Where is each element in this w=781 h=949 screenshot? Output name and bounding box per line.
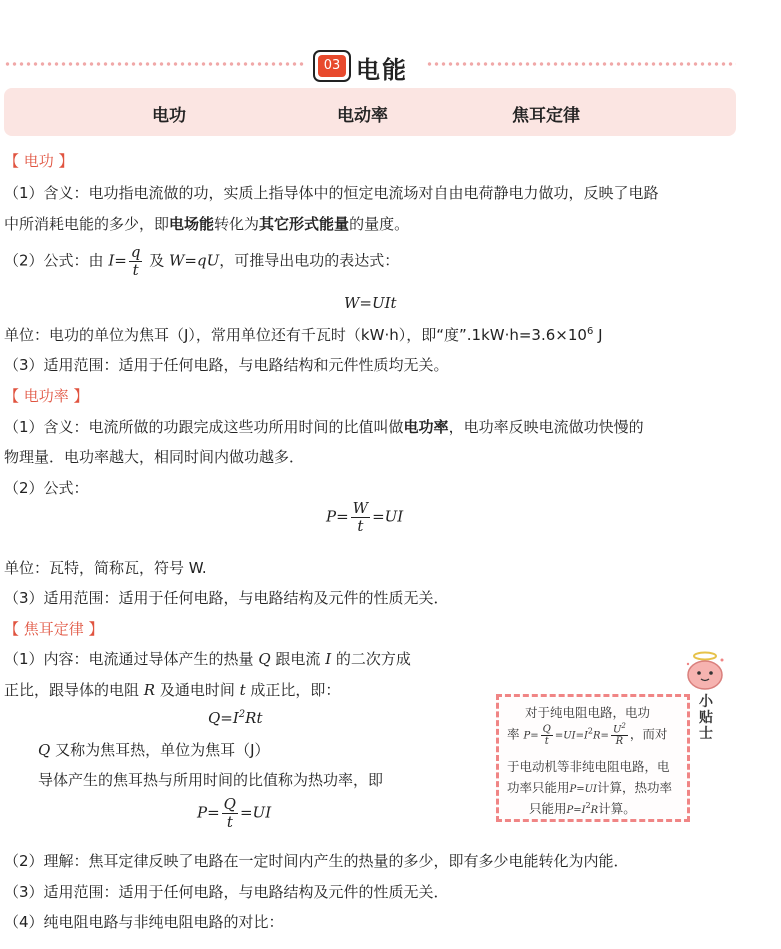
tab-joule-law[interactable]: 焦耳定律 xyxy=(512,106,580,126)
heading-electric-work: 【 电功 】 xyxy=(4,152,74,170)
s1-formula-w: W=UIt xyxy=(344,294,397,312)
s1-unit: 单位：电功的单位为焦耳（J），常用单位还有千瓦时（kW·h），即“度$”.1kW\cdot h=3.6\times 10^6$ J xyxy=(4,326,603,344)
s2-p1-line-a: （1）含义：电流所做的功跟完成这些功所用时间的比值叫做电功率，电功率反映电流做功快慢的 xyxy=(4,418,644,436)
s2-p3: （3）适用范围：适用于任何电路，与电路结构及元件的性质无关． xyxy=(4,589,449,607)
tab-electric-work[interactable]: 电功 xyxy=(152,106,186,126)
s3-joule-heat-note: Q 又称为焦耳热，单位为焦耳（J） xyxy=(38,741,270,759)
tip-line-5: 只能用$P=I^2R$计算。 xyxy=(529,800,636,816)
section-title: 电能 xyxy=(356,55,408,84)
s2-formula: P= $\frac{W}{t}$ =UI xyxy=(326,499,404,535)
tip-line-4: 功率只能用P=UI计算，热功率 xyxy=(507,780,673,795)
tip-line-1: 对于纯电阻电路，电功 xyxy=(525,705,651,720)
s2-unit: 单位：瓦特，简称瓦，符号 W. xyxy=(4,559,207,577)
s1-p1-line-b: 中所消耗电能的多少，即电场能转化为其它形式能量的量度。 xyxy=(4,215,410,233)
s1-p1-line-a: （1）含义：电功指电流做的功，实质上指导体中的恒定电流场对自由电荷静电力做功，反映了电路 xyxy=(4,184,659,202)
s1-p3: （3）适用范围：适用于任何电路，与电路结构和元件性质均无关。 xyxy=(4,356,449,374)
s2-p1-line-b: 物理量．电功率越大，相同时间内做功越多． xyxy=(4,448,305,466)
s3-formula-q: $Q=I^2Rt$ xyxy=(208,709,263,727)
s3-p1-line-b: 正比，跟导体的电阻 R 及通电时间 t 成正比，即： xyxy=(4,681,341,699)
header-dots-right xyxy=(426,62,736,66)
section-number-badge xyxy=(313,50,351,82)
tip-label: 小贴士 xyxy=(699,694,713,742)
mascot-icon xyxy=(680,646,730,692)
header-dots-left xyxy=(4,62,306,66)
s3-formula-heat-power: P= $\frac{Q}{t}$ =UI xyxy=(197,795,272,831)
tip-box xyxy=(496,694,690,822)
s1-formula-line: （2）公式：由 I= $\frac{q}{t}$ 及 W=qU，可推导出电功的表达式： xyxy=(4,243,400,279)
s3-p2: （2）理解：焦耳定律反映了电路在一定时间内产生的热量的多少，即有多少电能转化为内能． xyxy=(4,852,629,870)
heading-electric-power: 【 电功率 】 xyxy=(4,387,89,405)
tip-line-3: 于电动机等非纯电阻电路，电 xyxy=(507,759,670,774)
heading-joule-law: 【 焦耳定律 】 xyxy=(4,620,104,638)
tip-line-2: 率 P= $\frac{Q}{t}$ $=UI=I^2R=$ $\frac{U^2}{R}$ ，而对 xyxy=(507,722,668,748)
s3-p1-line-a: （1）内容：电流通过导体产生的热量 Q 跟电流 I 的二次方成 xyxy=(4,650,411,668)
s3-p3: （3）适用范围：适用于任何电路，与电路结构及元件的性质无关． xyxy=(4,883,449,901)
s3-p4: （4）纯电阻电路与非纯电阻电路的对比： xyxy=(4,913,284,931)
s3-heat-power: 导体产生的焦耳热与所用时间的比值称为热功率，即 xyxy=(38,771,384,789)
tab-electric-power[interactable]: 电动率 xyxy=(337,106,388,126)
section-number: 03 xyxy=(318,55,346,77)
s2-p2: （2）公式： xyxy=(4,479,89,497)
